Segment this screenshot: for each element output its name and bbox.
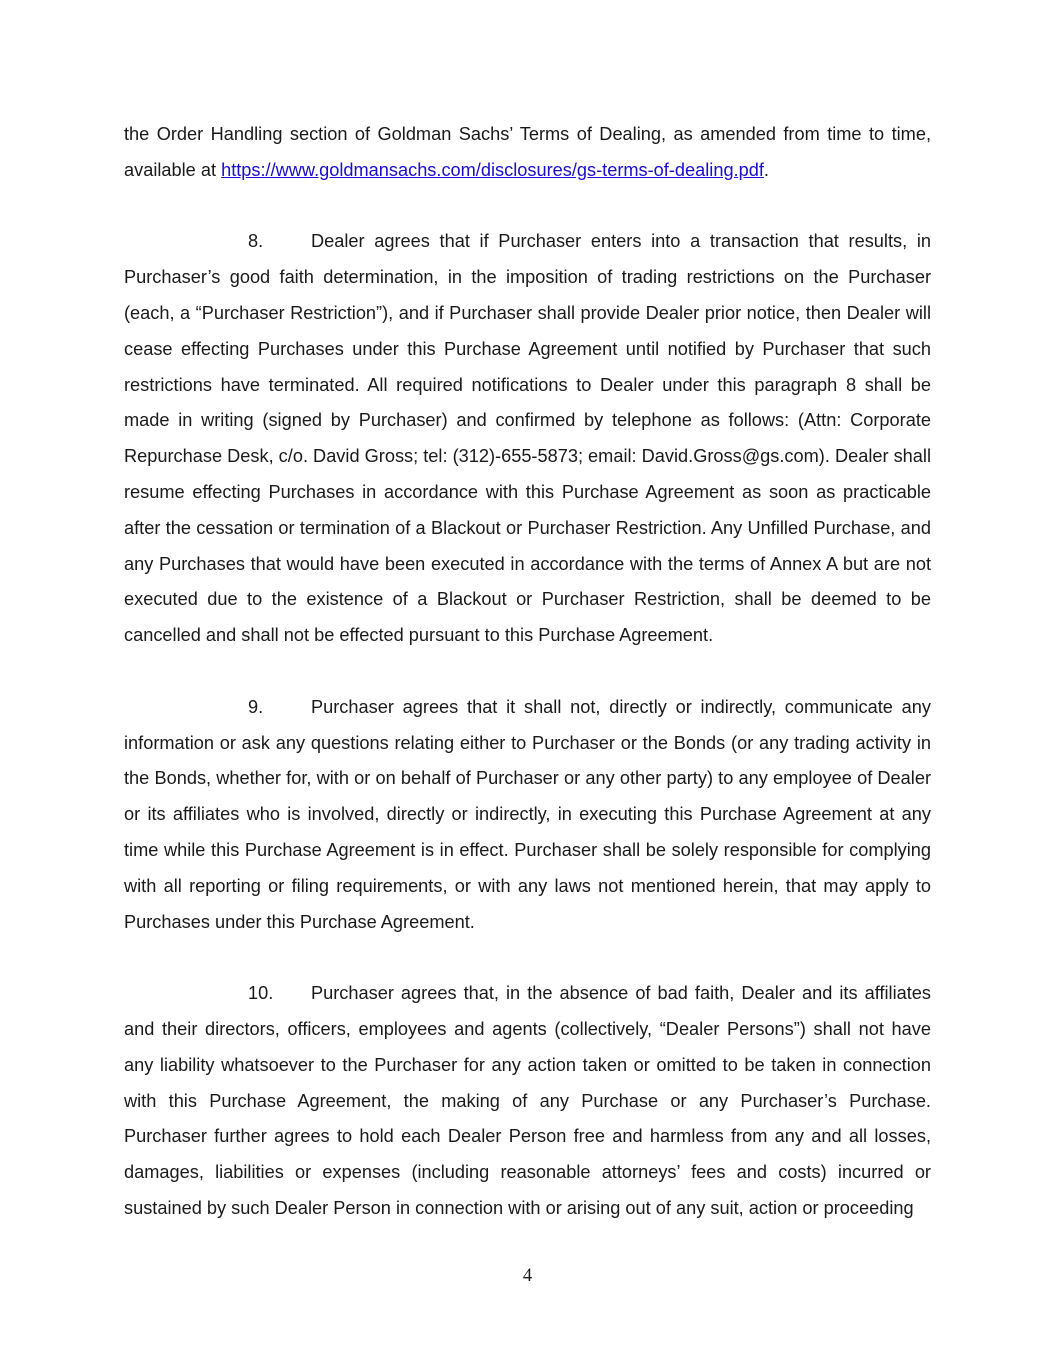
paragraph-text: Purchaser agrees that it shall not, directly or indirectly, communicate any information or ask any questions relating either to Purchaser or the Bonds (or any trading activity in the Bonds, whether for, with or on behalf of Purchaser or any other party) to any employee of Dealer or its affiliates who is involved, directly or indirectly, in executing this Purchase Agreement at any time while this Purchase Agreement is in effect. Purchaser shall be solely responsible for complying with all reporting or filing requirements, or with any laws not mentioned herein, that may apply to Purchases under this Purchase Agreement. — [124, 696, 931, 932]
paragraph-text: Purchaser agrees that, in the absence of bad faith, Dealer and its affiliates and their directors, officers, employees and agents (collectively, “Dealer Persons”) shall not have any liability whatsoever to the Purchaser for any action taken or omitted to be taken in connection with this Purchase Agreement, the making of any Purchase or any Purchaser’s Purchase. Purchaser further agrees to hold each Dealer Person free and harmless from any and all losses, damages, liabilities or expenses (including reasonable attorneys’ fees and costs) incurred or sustained by such Dealer Person in connection with or arising out of any suit, action or proceeding — [124, 983, 931, 1218]
terms-of-dealing-link[interactable]: https://www.goldmansachs.com/disclosures/gs-terms-of-dealing.pdf — [221, 159, 764, 180]
paragraph-number: 8. — [248, 231, 264, 252]
page-number: 4 — [522, 1266, 533, 1286]
document-body — [124, 117, 931, 1263]
paragraph-text: Dealer agrees that if Purchaser enters into a transaction that results, in Purchaser’s good faith determination, in the imposition of trading restrictions on the Purchaser (each, a “Purchaser Restriction”), and if Purchaser shall provide Dealer prior notice, then Dealer will cease effecting Purchases under this Purchase Agreement until notified by Purchaser that such restrictions have terminated. All required notifications to Dealer under this paragraph 8 shall be made in writing (signed by Purchaser) and confirmed by telephone as follows: (Attn: Corporate Repurchase Desk, c/o. David Gross; tel: (312)-655-5873; email: David.Gross@gs.com). Dealer shall resume effecting Purchases in accordance with this Purchase Agreement as soon as practicable after the cessation or termination of a Blackout or Purchaser Restriction. Any Unfilled Purchase, and any Purchases that would have been executed in accordance with the terms of Annex A but are not executed due to the existence of a Blackout or Purchaser Restriction, shall be deemed to be cancelled and shall not be effected pursuant to this Purchase Agreement. — [124, 231, 931, 646]
paragraph-10 — [124, 976, 931, 1227]
paragraph-number: 9. — [248, 696, 264, 717]
intro-text-before: the Order Handling section of Goldman Sachs’ Terms of Dealing, as amended from time to time, available at — [124, 124, 931, 180]
paragraph-8 — [124, 224, 931, 654]
paragraph-number: 10. — [248, 983, 274, 1004]
intro-text-after: . — [763, 159, 769, 180]
paragraph-9 — [124, 690, 931, 941]
intro-paragraph — [124, 117, 931, 189]
